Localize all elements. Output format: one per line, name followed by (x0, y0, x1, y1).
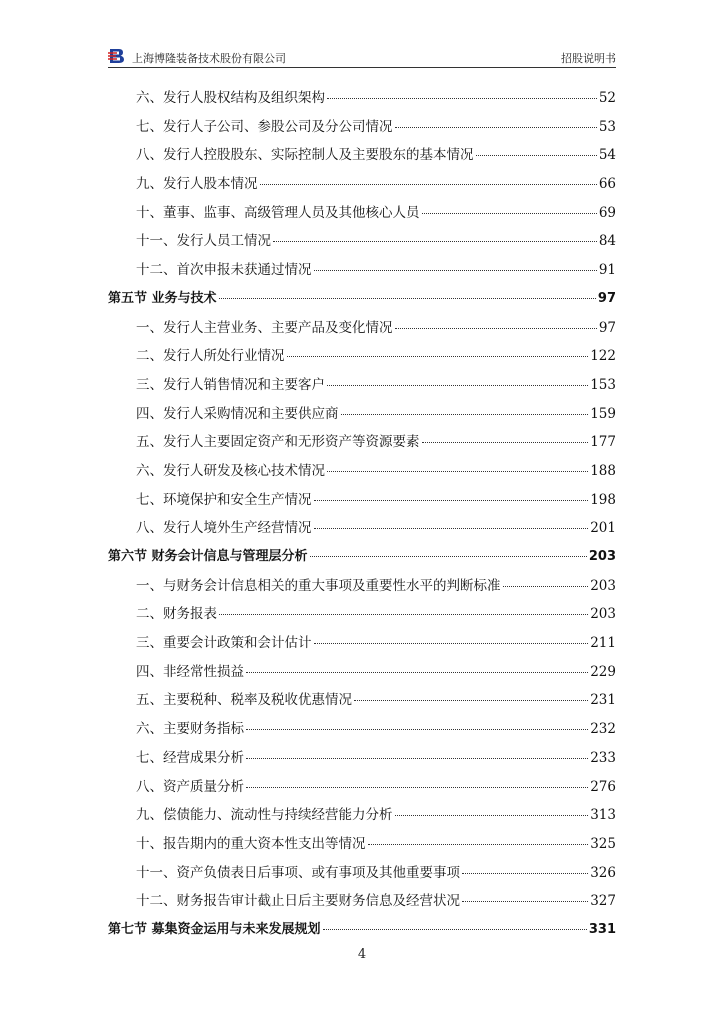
toc-dot-leader (287, 356, 589, 357)
toc-entry[interactable] (108, 773, 616, 802)
toc-entry-page: 276 (590, 778, 616, 795)
table-of-contents (108, 84, 616, 945)
toc-entry-title: 六、发行人股权结构及组织架构 (136, 90, 325, 106)
toc-entry-title: 二、发行人所处行业情况 (136, 348, 285, 365)
toc-entry-title: 四、非经常性损益 (136, 663, 244, 680)
toc-dot-leader (310, 556, 587, 557)
toc-section-entry[interactable] (108, 916, 616, 945)
toc-entry-page: 69 (598, 204, 616, 221)
toc-entry-title: 五、发行人主要固定资产和无形资产等资源要素 (136, 434, 420, 451)
toc-entry[interactable] (108, 658, 616, 687)
toc-entry-page: 313 (590, 807, 616, 824)
toc-entry[interactable] (108, 830, 616, 859)
toc-dot-leader (246, 729, 588, 730)
toc-entry-page: 326 (590, 864, 616, 881)
toc-entry-title: 八、发行人控股股东、实际控制人及主要股东的基本情况 (136, 147, 474, 164)
toc-entry[interactable] (108, 572, 616, 601)
toc-entry[interactable] (108, 84, 616, 113)
toc-entry-title: 十二、财务报告审计截止日后主要财务信息及经营状况 (136, 893, 460, 910)
toc-entry[interactable] (108, 859, 616, 888)
toc-entry[interactable] (108, 801, 616, 830)
toc-entry-page: 53 (598, 118, 616, 135)
toc-dot-leader (246, 672, 588, 673)
toc-entry[interactable] (108, 113, 616, 142)
toc-entry[interactable] (108, 342, 616, 371)
toc-entry-title: 十一、资产负债表日后事项、或有事项及其他重要事项 (136, 864, 460, 881)
toc-entry-title: 十、董事、监事、高级管理人员及其他核心人员 (136, 204, 420, 221)
toc-entry-page: 229 (590, 663, 616, 680)
toc-entry[interactable] (108, 314, 616, 343)
toc-entry-title: 九、发行人股本情况 (136, 176, 258, 193)
toc-dot-leader (260, 184, 597, 185)
toc-entry[interactable] (108, 400, 616, 429)
toc-entry[interactable] (108, 141, 616, 170)
toc-dot-leader (395, 127, 597, 128)
toc-section-entry[interactable] (108, 285, 616, 314)
toc-entry[interactable] (108, 227, 616, 256)
toc-entry-page: 66 (598, 176, 616, 193)
toc-entry-page: 203 (588, 549, 616, 564)
toc-entry[interactable] (108, 715, 616, 744)
toc-entry-title: 九、偿债能力、流动性与持续经营能力分析 (136, 807, 393, 824)
toc-entry[interactable] (108, 199, 616, 228)
toc-dot-leader (219, 298, 596, 299)
toc-entry[interactable] (108, 514, 616, 543)
toc-dot-leader (327, 98, 597, 99)
toc-entry-title: 第七节 募集资金运用与未来发展规划 (108, 921, 321, 937)
toc-dot-leader (462, 873, 588, 874)
toc-entry[interactable] (108, 629, 616, 658)
toc-entry[interactable] (108, 744, 616, 773)
toc-entry-page: 153 (590, 376, 616, 393)
company-name: 上海博隆装备技术股份有限公司 (132, 52, 286, 65)
toc-entry-page: 198 (590, 491, 616, 508)
toc-entry[interactable] (108, 686, 616, 715)
toc-dot-leader (323, 929, 587, 930)
toc-dot-leader (354, 700, 588, 701)
toc-section-entry[interactable] (108, 543, 616, 572)
toc-entry[interactable] (108, 600, 616, 629)
document-type: 招股说明书 (561, 52, 616, 65)
toc-dot-leader (314, 270, 597, 271)
toc-entry-title: 七、经营成果分析 (136, 749, 244, 766)
header-rule (108, 67, 616, 68)
toc-entry-page: 159 (590, 405, 616, 422)
toc-entry-page: 54 (598, 147, 616, 164)
toc-entry-page: 201 (590, 520, 616, 537)
toc-entry-title: 三、发行人销售情况和主要客户 (136, 376, 325, 393)
toc-entry-page: 232 (590, 721, 616, 738)
toc-entry-title: 七、环境保护和安全生产情况 (136, 491, 312, 508)
toc-dot-leader (273, 241, 597, 242)
toc-entry[interactable] (108, 371, 616, 400)
toc-entry-title: 八、资产质量分析 (136, 778, 244, 795)
toc-entry-page: 97 (598, 319, 616, 336)
toc-entry-page: 203 (590, 606, 616, 623)
toc-entry-page: 233 (590, 749, 616, 766)
toc-entry-title: 第五节 业务与技术 (108, 290, 217, 306)
toc-dot-leader (327, 385, 588, 386)
toc-entry-title: 三、重要会计政策和会计估计 (136, 635, 312, 652)
toc-dot-leader (314, 528, 589, 529)
toc-dot-leader (341, 414, 589, 415)
toc-entry-title: 二、财务报表 (136, 606, 217, 623)
toc-entry-title: 十二、首次申报未获通过情况 (136, 262, 312, 279)
toc-dot-leader (327, 471, 588, 472)
toc-dot-leader (422, 213, 597, 214)
toc-entry-page: 97 (597, 290, 616, 306)
toc-entry[interactable] (108, 887, 616, 916)
toc-entry-title: 十一、发行人员工情况 (136, 233, 271, 250)
toc-dot-leader (314, 500, 589, 501)
company-logo-icon (108, 48, 128, 64)
toc-dot-leader (368, 844, 589, 845)
toc-entry-title: 六、主要财务指标 (136, 721, 244, 738)
toc-entry-page: 91 (598, 262, 616, 279)
toc-entry-title: 七、发行人子公司、参股公司及分公司情况 (136, 118, 393, 135)
toc-dot-leader (476, 155, 597, 156)
toc-entry-title: 十、报告期内的重大资本性支出等情况 (136, 835, 366, 852)
toc-dot-leader (503, 586, 589, 587)
toc-entry-page: 331 (588, 921, 616, 937)
toc-entry-title: 一、与财务会计信息相关的重大事项及重要性水平的判断标准 (136, 577, 501, 594)
toc-dot-leader (395, 815, 589, 816)
toc-dot-leader (219, 614, 588, 615)
toc-entry-page: 177 (590, 434, 616, 451)
toc-entry-page: 84 (598, 233, 616, 250)
page-number: 4 (357, 947, 367, 962)
toc-entry-title: 八、发行人境外生产经营情况 (136, 520, 312, 537)
toc-entry-page: 231 (590, 692, 616, 709)
toc-entry-title: 四、发行人采购情况和主要供应商 (136, 405, 339, 422)
toc-dot-leader (422, 442, 589, 443)
toc-entry-page: 52 (598, 90, 616, 106)
toc-entry-title: 六、发行人研发及核心技术情况 (136, 462, 325, 479)
toc-entry-page: 211 (590, 635, 616, 652)
toc-entry-title: 五、主要税种、税率及税收优惠情况 (136, 692, 352, 709)
toc-entry[interactable] (108, 486, 616, 515)
toc-entry-title: 第六节 财务会计信息与管理层分析 (108, 549, 308, 564)
toc-dot-leader (462, 901, 588, 902)
toc-entry-page: 122 (590, 348, 616, 365)
toc-entry-page: 327 (590, 893, 616, 910)
toc-entry-page: 188 (590, 462, 616, 479)
toc-entry[interactable] (108, 256, 616, 285)
toc-entry-page: 325 (590, 835, 616, 852)
toc-entry-page: 203 (590, 577, 616, 594)
toc-dot-leader (246, 758, 588, 759)
toc-entry[interactable] (108, 170, 616, 199)
toc-dot-leader (314, 643, 589, 644)
toc-entry-title: 一、发行人主营业务、主要产品及变化情况 (136, 319, 393, 336)
toc-dot-leader (395, 328, 597, 329)
toc-entry[interactable] (108, 428, 616, 457)
toc-entry[interactable] (108, 457, 616, 486)
toc-dot-leader (246, 787, 588, 788)
page-header (108, 45, 616, 67)
